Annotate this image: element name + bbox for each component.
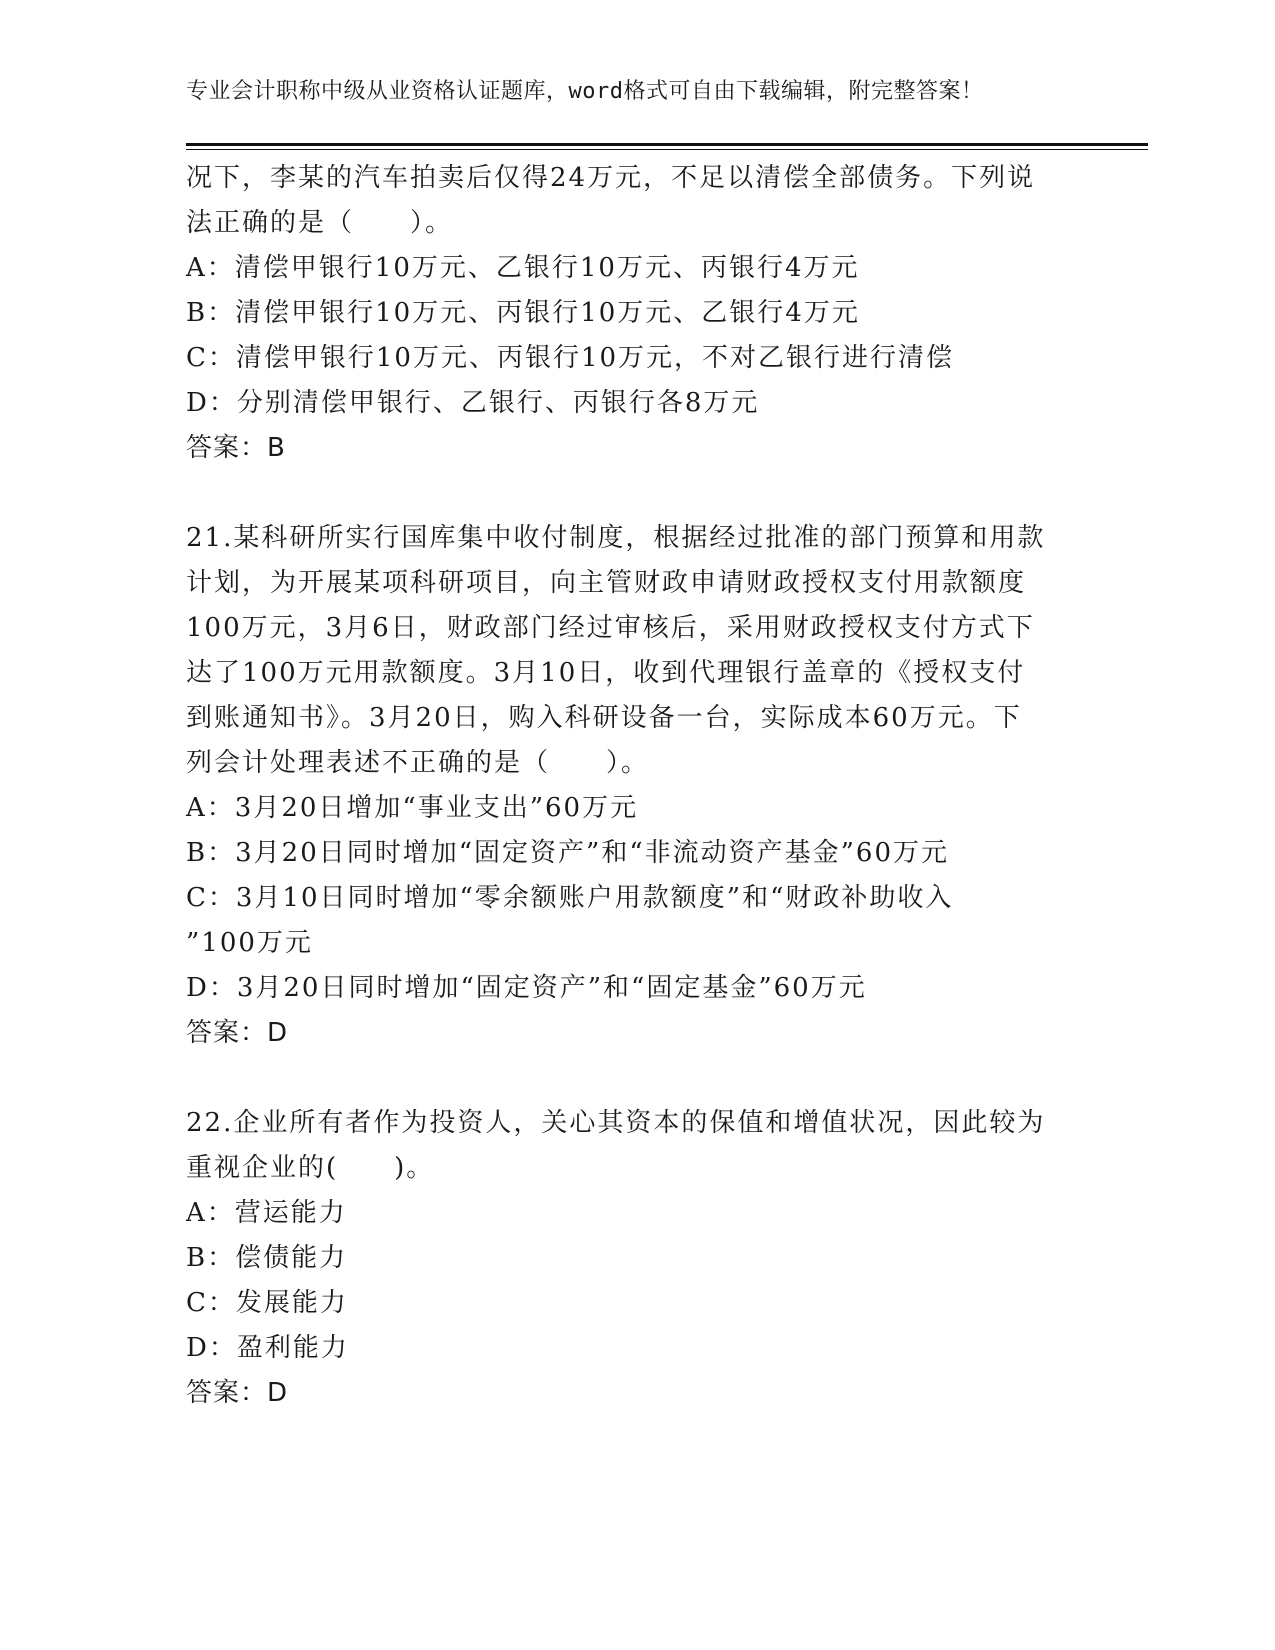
option-c: C：3月10日同时增加“零余额账户用款额度”和“财政补助收入 (186, 883, 954, 913)
question-stem-line: 22.企业所有者作为投资人，关心其资本的保值和增值状况，因此较为 (186, 1108, 1046, 1138)
question-stem-line: 达了100万元用款额度。3月10日，收到代理银行盖章的《授权支付 (186, 658, 1026, 688)
option-d: D：3月20日同时增加“固定资产”和“固定基金”60万元 (186, 973, 867, 1003)
question-content (186, 156, 1116, 1416)
option-a: A：营运能力 (186, 1198, 347, 1228)
option-c: C：清偿甲银行10万元、丙银行10万元，不对乙银行进行清偿 (186, 343, 955, 373)
header-rule-thick (186, 143, 1148, 146)
spacer (186, 1056, 1116, 1101)
page-header: 专业会计职称中级从业资格认证题库，word格式可自由下载编辑，附完整答案！ (186, 79, 984, 104)
question-stem-line: 列会计处理表述不正确的是（ ）。 (186, 748, 650, 778)
answer-label: 答案：D (186, 1378, 289, 1408)
option-b: B：3月20日同时增加“固定资产”和“非流动资产基金”60万元 (186, 838, 949, 868)
option-c: C：发展能力 (186, 1288, 348, 1318)
option-a: A：3月20日增加“事业支出”60万元 (186, 793, 639, 823)
question-stem-line: 21.某科研所实行国库集中收付制度，根据经过批准的部门预算和用款 (186, 523, 1046, 553)
question-stem-line: 法正确的是（ ）。 (186, 208, 454, 238)
option-c-continued: ”100万元 (186, 928, 313, 958)
question-stem-line: 重视企业的( )。 (186, 1153, 435, 1183)
question-21 (186, 516, 1116, 1056)
question-20 (186, 156, 1116, 471)
question-stem-line: 计划，为开展某项科研项目，向主管财政申请财政授权支付用款额度 (186, 568, 1027, 598)
question-22 (186, 1101, 1116, 1416)
header-rule-thin (186, 149, 1148, 150)
question-stem-line: 到账通知书》。3月20日，购入科研设备一台，实际成本60万元。下 (186, 703, 1022, 733)
question-stem-line: 100万元，3月6日，财政部门经过审核后，采用财政授权支付方式下 (186, 613, 1035, 643)
answer-label: 答案：B (186, 433, 286, 463)
option-b: B：偿债能力 (186, 1243, 348, 1273)
option-d: D：盈利能力 (186, 1333, 349, 1363)
option-b: B：清偿甲银行10万元、丙银行10万元、乙银行4万元 (186, 298, 860, 328)
option-a: A：清偿甲银行10万元、乙银行10万元、丙银行4万元 (186, 253, 860, 283)
question-stem-line: 况下，李某的汽车拍卖后仅得24万元，不足以清偿全部债务。下列说 (186, 163, 1036, 193)
option-d: D：分别清偿甲银行、乙银行、丙银行各8万元 (186, 388, 760, 418)
spacer (186, 471, 1116, 516)
answer-label: 答案：D (186, 1018, 289, 1048)
